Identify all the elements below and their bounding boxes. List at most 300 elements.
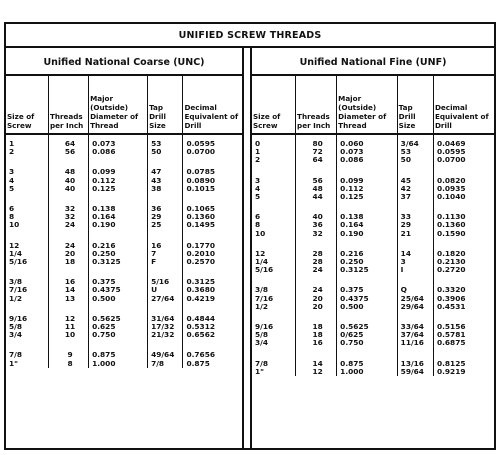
spacer-cell xyxy=(252,238,296,250)
spacer-cell xyxy=(6,193,48,205)
size-cell: 10 xyxy=(252,230,296,238)
tap-drill-cell: 53 xyxy=(397,148,433,156)
table-row xyxy=(6,360,242,368)
size-cell: 1 xyxy=(6,140,48,148)
size-cell: 3/8 xyxy=(6,278,48,286)
decimal-cell: 0.0700 xyxy=(436,156,466,165)
table-row xyxy=(6,221,242,229)
major-diameter-cell: 0.4375 xyxy=(337,295,398,303)
spacer-cell xyxy=(252,274,296,286)
tap-drill-cell: 29/64 xyxy=(397,303,433,311)
spacer-cell xyxy=(296,274,337,286)
major-diameter-cell: 0.138 xyxy=(337,213,398,221)
spacer-cell xyxy=(183,230,242,242)
spacer-cell xyxy=(48,339,88,351)
threads-cell: 12 xyxy=(48,315,88,323)
size-cell: 2 xyxy=(252,156,296,164)
major-diameter-cell: 0.750 xyxy=(89,331,148,339)
spacer-cell xyxy=(397,165,433,177)
size-cell: 7/8 xyxy=(252,360,296,368)
size-cell: 8 xyxy=(6,213,48,221)
table-row xyxy=(6,278,242,286)
row-spacer xyxy=(252,165,494,177)
size-cell: 5 xyxy=(6,185,48,193)
table-row xyxy=(252,323,494,331)
spacer-cell xyxy=(89,303,148,315)
major-diameter-cell: 1.000 xyxy=(89,360,148,368)
threads-cell: 13 xyxy=(48,295,88,303)
spacer-cell xyxy=(252,348,296,360)
spacer-cell xyxy=(337,348,398,360)
size-cell: 3 xyxy=(6,168,48,176)
spacer-cell xyxy=(337,165,398,177)
decimal-cell: 0.1040 xyxy=(436,193,466,202)
table-row xyxy=(6,323,242,331)
decimal-cell: 0.1015 xyxy=(186,184,215,193)
table-row xyxy=(252,230,494,238)
spacer-cell xyxy=(183,266,242,278)
unf-table xyxy=(252,76,494,376)
spacer-cell xyxy=(148,193,183,205)
size-cell: 6 xyxy=(6,205,48,213)
spacer-cell xyxy=(183,303,242,315)
major-diameter-cell: 0.099 xyxy=(89,168,148,176)
spacer-cell xyxy=(433,274,494,286)
tap-drill-cell: 11/16 xyxy=(397,339,433,347)
major-diameter-cell: 0.125 xyxy=(337,193,398,201)
spacer-cell xyxy=(48,266,88,278)
threads-cell: 48 xyxy=(48,168,88,176)
table-row xyxy=(6,242,242,250)
major-diameter-cell: 0.164 xyxy=(89,213,148,221)
decimal-cell: 0.3906 xyxy=(436,294,466,303)
spacer-cell xyxy=(6,303,48,315)
tap-drill-cell: 50 xyxy=(397,156,433,164)
threads-cell: 20 xyxy=(296,295,337,303)
table-row xyxy=(252,339,494,347)
decimal-cell: 0.3320 xyxy=(436,286,466,295)
table-row xyxy=(252,286,494,294)
size-cell: 1/4 xyxy=(252,258,296,266)
spacer-cell xyxy=(252,165,296,177)
unc-table xyxy=(6,76,242,368)
spacer-cell xyxy=(296,165,337,177)
threads-cell: 28 xyxy=(296,250,337,258)
major-diameter-cell: 0.216 xyxy=(337,250,398,258)
size-cell: 7/16 xyxy=(252,295,296,303)
major-diameter-cell: 0.112 xyxy=(89,177,148,185)
threads-cell: 24 xyxy=(296,266,337,274)
major-diameter-cell: 0.086 xyxy=(337,156,398,164)
table-row xyxy=(252,360,494,368)
size-cell: 5/16 xyxy=(252,266,296,274)
threads-cell: 10 xyxy=(48,331,88,339)
size-cell: 3/8 xyxy=(252,286,296,294)
spacer-cell xyxy=(89,230,148,242)
tap-drill-cell: 16 xyxy=(148,242,183,250)
decimal-cell: 0.0595 xyxy=(436,148,466,157)
table-row xyxy=(252,140,494,148)
threads-cell: 56 xyxy=(48,148,88,156)
threads-cell: 20 xyxy=(48,250,88,258)
major-diameter-cell: 0.3125 xyxy=(337,266,398,274)
threads-cell: 28 xyxy=(296,258,337,266)
tap-drill-cell: 27/64 xyxy=(148,295,183,303)
spacer-cell xyxy=(48,303,88,315)
decimal-cell: 0.6875 xyxy=(436,339,466,348)
threads-cell: 44 xyxy=(296,193,337,201)
tap-drill-cell: 43 xyxy=(148,177,183,185)
table-row xyxy=(252,250,494,258)
threads-cell: 24 xyxy=(48,221,88,229)
threads-cell: 32 xyxy=(48,205,88,213)
spacer-cell xyxy=(48,156,88,168)
major-diameter-cell: 1.000 xyxy=(337,368,398,376)
major-diameter-cell: 0.060 xyxy=(337,140,398,148)
major-diameter-cell: 0.5625 xyxy=(337,323,398,331)
tap-drill-cell: U xyxy=(148,286,183,294)
threads-cell: 9 xyxy=(48,351,88,359)
tap-drill-cell: Q xyxy=(397,286,433,294)
threads-cell: 24 xyxy=(48,242,88,250)
threads-cell: 40 xyxy=(48,177,88,185)
col-decimal: Decimal Equivalent of Drill xyxy=(183,76,242,134)
table-row xyxy=(6,258,242,266)
spacer-cell xyxy=(337,238,398,250)
threads-cell: 64 xyxy=(48,140,88,148)
spacer-cell xyxy=(89,156,148,168)
table-row xyxy=(252,156,494,164)
decimal-cell: 0.0935 xyxy=(436,184,466,193)
row-spacer xyxy=(6,339,242,351)
table-row xyxy=(252,148,494,156)
row-spacer xyxy=(252,348,494,360)
spacer-cell xyxy=(337,311,398,323)
row-spacer xyxy=(6,230,242,242)
tap-drill-cell: 47 xyxy=(148,168,183,176)
major-diameter-cell: 0.073 xyxy=(89,140,148,148)
decimal-cell: 0.4531 xyxy=(436,302,466,311)
decimal-cell: 0.3125 xyxy=(186,278,215,287)
major-diameter-cell: 0.073 xyxy=(337,148,398,156)
table-row xyxy=(6,315,242,323)
spacer-cell xyxy=(433,311,494,323)
spacer-cell xyxy=(183,339,242,351)
unc-heading: Unified National Coarse (UNC) xyxy=(6,48,242,76)
major-diameter-cell: 0.875 xyxy=(89,351,148,359)
size-cell: 1/4 xyxy=(6,250,48,258)
size-cell: 4 xyxy=(252,185,296,193)
table-row xyxy=(6,177,242,185)
row-spacer xyxy=(252,201,494,213)
table-row xyxy=(6,351,242,359)
tap-drill-cell: 59/64 xyxy=(397,368,433,376)
decimal-cell: 0.1130 xyxy=(436,213,466,222)
spacer-cell xyxy=(433,348,494,360)
size-cell: 1" xyxy=(252,368,296,376)
table-row xyxy=(252,331,494,339)
threads-cell: 8 xyxy=(48,360,88,368)
threads-cell: 32 xyxy=(296,230,337,238)
spacer-cell xyxy=(148,156,183,168)
table-row xyxy=(6,205,242,213)
size-cell: 7/8 xyxy=(6,351,48,359)
major-diameter-cell: 0.375 xyxy=(337,286,398,294)
table-row xyxy=(252,213,494,221)
table-row xyxy=(252,177,494,185)
tap-drill-cell: 13/16 xyxy=(397,360,433,368)
tap-drill-cell: 33/64 xyxy=(397,323,433,331)
size-cell: 5/16 xyxy=(6,258,48,266)
threads-cell: 40 xyxy=(48,185,88,193)
threads-cell: 40 xyxy=(296,213,337,221)
tap-drill-cell: 3/64 xyxy=(397,140,433,148)
row-spacer xyxy=(6,303,242,315)
col-size: Size of Screw xyxy=(6,76,48,134)
tap-drill-cell: 42 xyxy=(397,185,433,193)
threads-cell: 32 xyxy=(48,213,88,221)
size-cell: 7/16 xyxy=(6,286,48,294)
spacer-cell xyxy=(252,201,296,213)
tap-drill-cell: 37 xyxy=(397,193,433,201)
major-diameter-cell: 0.250 xyxy=(337,258,398,266)
decimal-cell: 0.3680 xyxy=(186,286,215,295)
decimal-cell: 0.1820 xyxy=(436,249,466,258)
table-row xyxy=(252,258,494,266)
spacer-cell xyxy=(337,274,398,286)
threads-cell: 18 xyxy=(296,323,337,331)
decimal-cell: 0.1360 xyxy=(186,213,215,222)
major-diameter-cell: 0.216 xyxy=(89,242,148,250)
table-row xyxy=(6,140,242,148)
decimal-cell: 0.2720 xyxy=(436,266,466,275)
threads-cell: 11 xyxy=(48,323,88,331)
decimal-cell: 0.0890 xyxy=(186,176,215,185)
threads-cell: 72 xyxy=(296,148,337,156)
spacer-cell xyxy=(89,339,148,351)
tap-drill-cell: 21/32 xyxy=(148,331,183,339)
spacer-cell xyxy=(433,165,494,177)
major-diameter-cell: 0.190 xyxy=(89,221,148,229)
col-tap-drill: Tap Drill Size xyxy=(148,76,183,134)
size-cell: 3/4 xyxy=(252,339,296,347)
table-row xyxy=(252,303,494,311)
tap-drill-cell: 36 xyxy=(148,205,183,213)
threads-cell: 18 xyxy=(296,331,337,339)
tap-drill-cell: 29 xyxy=(148,213,183,221)
tap-drill-cell: 14 xyxy=(397,250,433,258)
size-cell: 5/8 xyxy=(6,323,48,331)
decimal-cell: 0.5156 xyxy=(436,323,466,332)
tap-drill-cell: 45 xyxy=(397,177,433,185)
table-row xyxy=(252,266,494,274)
size-cell: 0 xyxy=(252,140,296,148)
decimal-cell: 0.7656 xyxy=(186,351,215,360)
major-diameter-cell: 0.138 xyxy=(89,205,148,213)
size-cell: 10 xyxy=(6,221,48,229)
decimal-cell: 0.1065 xyxy=(186,205,215,214)
threads-cell: 18 xyxy=(48,258,88,266)
major-diameter-cell: 0.500 xyxy=(89,295,148,303)
threads-cell: 64 xyxy=(296,156,337,164)
spacer-cell xyxy=(48,230,88,242)
spacer-cell xyxy=(148,230,183,242)
spacer-cell xyxy=(296,238,337,250)
decimal-cell: 0.5312 xyxy=(186,323,215,332)
table-row xyxy=(6,168,242,176)
decimal-cell: 0.4844 xyxy=(186,314,215,323)
threads-cell: 14 xyxy=(296,360,337,368)
tap-drill-cell: 53 xyxy=(148,140,183,148)
table-row xyxy=(6,148,242,156)
col-size: Size of Screw xyxy=(252,76,296,134)
decimal-cell: 0.1495 xyxy=(186,221,215,230)
spacer-cell xyxy=(6,266,48,278)
tap-drill-cell: I xyxy=(397,266,433,274)
major-diameter-cell: 0.750 xyxy=(337,339,398,347)
col-major-diameter: Major (Outside) Diameter of Thread xyxy=(337,76,398,134)
size-cell: 1/2 xyxy=(6,295,48,303)
size-cell: 1 xyxy=(252,148,296,156)
decimal-cell: 0.0595 xyxy=(186,140,215,148)
spacer-cell xyxy=(433,201,494,213)
size-cell: 4 xyxy=(6,177,48,185)
major-diameter-cell: 0.086 xyxy=(89,148,148,156)
table-row xyxy=(252,368,494,376)
size-cell: 9/16 xyxy=(6,315,48,323)
tap-drill-cell: 17/32 xyxy=(148,323,183,331)
row-spacer xyxy=(252,311,494,323)
table-row xyxy=(252,221,494,229)
major-diameter-cell: 0.4375 xyxy=(89,286,148,294)
tap-drill-cell: 5/16 xyxy=(148,278,183,286)
decimal-cell: 0.4219 xyxy=(186,294,215,303)
size-cell: 12 xyxy=(6,242,48,250)
decimal-cell: 0.0820 xyxy=(436,176,466,185)
major-diameter-cell: 0/625 xyxy=(337,331,398,339)
decimal-cell: 0.9219 xyxy=(436,367,466,376)
decimal-cell: 0.1590 xyxy=(436,229,466,238)
threads-cell: 56 xyxy=(296,177,337,185)
threads-cell: 16 xyxy=(296,339,337,347)
size-cell: 3/4 xyxy=(6,331,48,339)
size-cell: 6 xyxy=(252,213,296,221)
tap-drill-cell: 29 xyxy=(397,221,433,229)
threads-cell: 24 xyxy=(296,286,337,294)
size-cell: 9/16 xyxy=(252,323,296,331)
tap-drill-cell: 50 xyxy=(148,148,183,156)
tap-drill-cell: 38 xyxy=(148,185,183,193)
size-cell: 5/8 xyxy=(252,331,296,339)
col-major-diameter: Major (Outside) Diameter of Thread xyxy=(89,76,148,134)
decimal-cell: 0.0700 xyxy=(186,148,215,157)
decimal-cell: 0.8125 xyxy=(436,359,466,368)
spacer-cell xyxy=(296,311,337,323)
threads-cell: 12 xyxy=(296,368,337,376)
col-tap-drill: Tap Drill Size xyxy=(397,76,433,134)
table-row xyxy=(6,331,242,339)
spacer-cell xyxy=(148,303,183,315)
major-diameter-cell: 0.250 xyxy=(89,250,148,258)
spacer-cell xyxy=(89,193,148,205)
spacer-cell xyxy=(397,238,433,250)
unc-section xyxy=(6,48,244,448)
major-diameter-cell: 0.5625 xyxy=(89,315,148,323)
decimal-cell: 0.2130 xyxy=(436,258,466,267)
decimal-cell: 0.1770 xyxy=(186,241,215,250)
major-diameter-cell: 0.125 xyxy=(89,185,148,193)
threads-cell: 14 xyxy=(48,286,88,294)
spacer-cell xyxy=(296,348,337,360)
threads-cell: 16 xyxy=(48,278,88,286)
row-spacer xyxy=(6,156,242,168)
major-diameter-cell: 0.3125 xyxy=(89,258,148,266)
spacer-cell xyxy=(89,266,148,278)
row-spacer xyxy=(6,266,242,278)
spacer-cell xyxy=(397,274,433,286)
size-cell: 2 xyxy=(6,148,48,156)
tap-drill-cell: 49/64 xyxy=(148,351,183,359)
spacer-cell xyxy=(148,339,183,351)
decimal-cell: 0.6562 xyxy=(186,331,215,340)
major-diameter-cell: 0.112 xyxy=(337,185,398,193)
major-diameter-cell: 0.190 xyxy=(337,230,398,238)
major-diameter-cell: 0.500 xyxy=(337,303,398,311)
col-threads: Threads per Inch xyxy=(48,76,88,134)
table-row xyxy=(6,295,242,303)
tap-drill-cell: 7 xyxy=(148,250,183,258)
decimal-cell: 0.875 xyxy=(186,359,210,368)
major-diameter-cell: 0.375 xyxy=(89,278,148,286)
unf-heading: Unified National Fine (UNF) xyxy=(252,48,494,76)
tap-drill-cell: 25/64 xyxy=(397,295,433,303)
spacer-cell xyxy=(397,201,433,213)
screw-thread-table xyxy=(4,22,496,450)
decimal-cell: 0.0469 xyxy=(436,140,466,148)
major-diameter-cell: 0.099 xyxy=(337,177,398,185)
row-spacer xyxy=(252,238,494,250)
tap-drill-cell: 33 xyxy=(397,213,433,221)
table-row xyxy=(6,185,242,193)
tap-drill-cell: 25 xyxy=(148,221,183,229)
table-row xyxy=(252,193,494,201)
table-row xyxy=(252,185,494,193)
threads-cell: 80 xyxy=(296,140,337,148)
decimal-cell: 0.1360 xyxy=(436,221,466,230)
row-spacer xyxy=(252,274,494,286)
tap-drill-cell: 21 xyxy=(397,230,433,238)
threads-cell: 48 xyxy=(296,185,337,193)
decimal-cell: 0.2010 xyxy=(186,249,215,258)
spacer-cell xyxy=(6,339,48,351)
threads-cell: 36 xyxy=(296,221,337,229)
col-threads: Threads per Inch xyxy=(296,76,337,134)
col-decimal: Decimal Equivalent of Drill xyxy=(433,76,494,134)
decimal-cell: 0.0785 xyxy=(186,168,215,177)
size-cell: 12 xyxy=(252,250,296,258)
tap-drill-cell: 31/64 xyxy=(148,315,183,323)
size-cell: 1" xyxy=(6,360,48,368)
spacer-cell xyxy=(6,230,48,242)
spacer-cell xyxy=(433,238,494,250)
major-diameter-cell: 0.164 xyxy=(337,221,398,229)
spacer-cell xyxy=(296,201,337,213)
threads-cell: 20 xyxy=(296,303,337,311)
spacer-cell xyxy=(397,311,433,323)
spacer-cell xyxy=(6,156,48,168)
tap-drill-cell: 3 xyxy=(397,258,433,266)
spacer-cell xyxy=(148,266,183,278)
